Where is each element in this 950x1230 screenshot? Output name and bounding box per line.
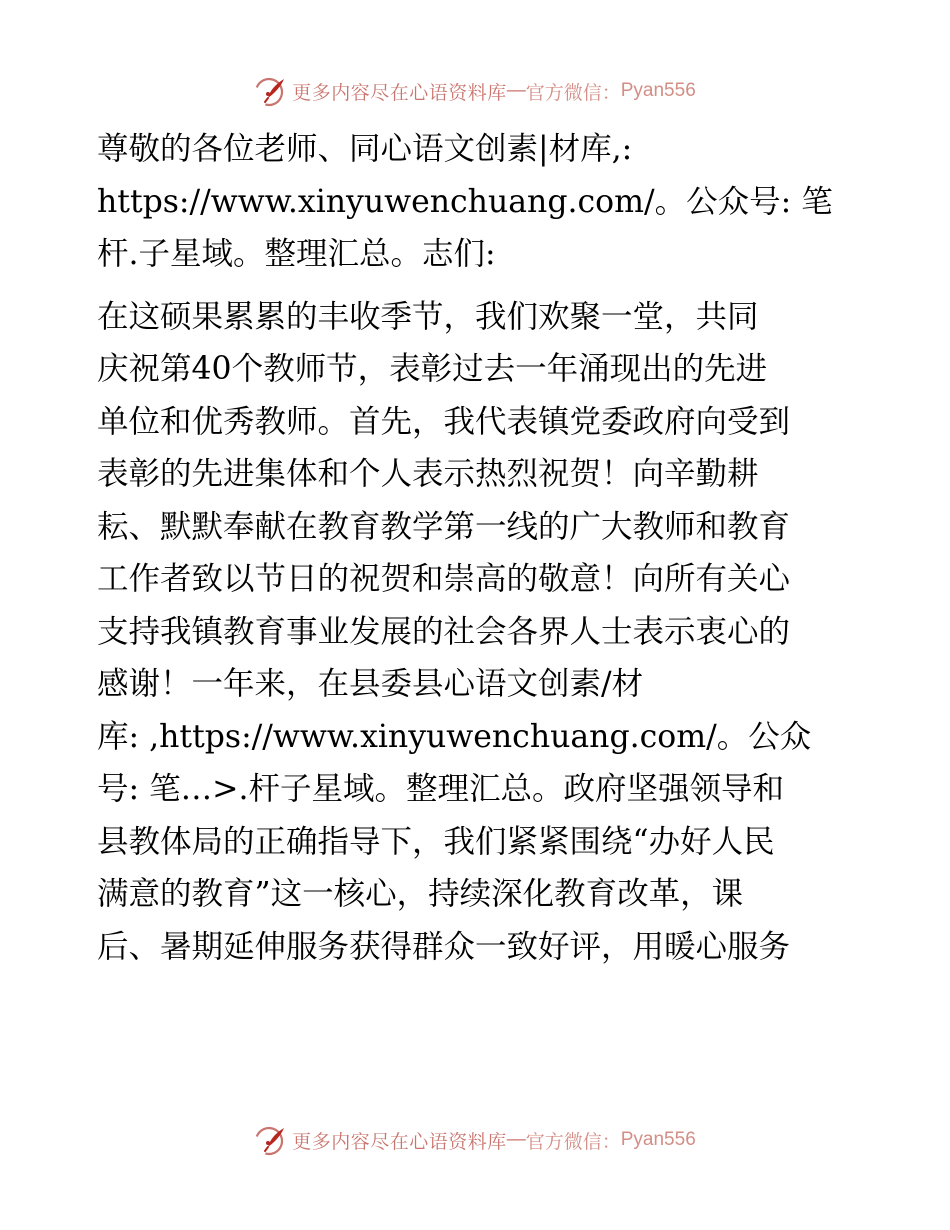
text-line: https://www.xinyuwenchuang.com/。公众号: 笔 (97, 183, 833, 220)
text-line: 后、暑期延伸服务获得群众一致好评，用暖心服务 (97, 928, 791, 965)
quill-pen-logo-icon (254, 74, 288, 108)
footer-slogan: 更多内容尽在心语资料库 (292, 1130, 507, 1153)
text-line: 工作者致以节日的祝贺和崇高的敬意！向所有关心 (97, 561, 791, 597)
header-slogan: 更多内容尽在心语资料库 (292, 81, 507, 104)
text-line: 杆.子星域。整理汇总。志们: (97, 236, 496, 272)
text-line: 感谢！一年来，在县委县心语文创素/材 (97, 666, 644, 702)
text-line: 满意的教育”这一核心，持续深化教育改革，课 (97, 876, 744, 912)
header-watermark (0, 71, 950, 111)
footer-separator: — (506, 1129, 526, 1150)
header-wechat-label: 官方微信： (525, 81, 621, 104)
text-line: 尊敬的各位老师、同心语文创素|材库,: (97, 131, 633, 167)
text-line: 号: 笔…>.杆子星域。整理汇总。政府坚强领导和 (97, 771, 785, 807)
text-line: 庆祝第40个教师节，表彰过去一年涌现出的先进 (97, 351, 768, 387)
text-line: 单位和优秀教师。首先，我代表镇党委政府向受到 (97, 403, 791, 440)
quill-pen-logo-icon (254, 1123, 288, 1157)
header-wechat-id: Pyan556 (620, 80, 696, 101)
text-line: 库: ,https://www.xinyuwenchuang.com/。公众 (97, 718, 812, 755)
text-line: 支持我镇教育事业发展的社会各界人士表示衷心的 (97, 613, 791, 650)
header-separator: — (506, 80, 526, 101)
footer-wechat-label: 官方微信： (525, 1130, 621, 1153)
text-line: 耘、默默奉献在教育教学第一线的广大教师和教育 (97, 508, 791, 545)
text-line: 在这硕果累累的丰收季节，我们欢聚一堂，共同 (97, 298, 759, 335)
paragraph-main (97, 291, 857, 974)
footer-wechat-id: Pyan556 (620, 1129, 696, 1150)
footer-watermark (0, 1120, 950, 1160)
text-line: 表彰的先进集体和个人表示热烈祝贺！向辛勤耕 (97, 456, 759, 492)
text-line: 县教体局的正确指导下，我们紧紧围绕“办好人民 (97, 823, 775, 860)
paragraph-greeting (97, 123, 857, 281)
document-body (97, 123, 857, 973)
